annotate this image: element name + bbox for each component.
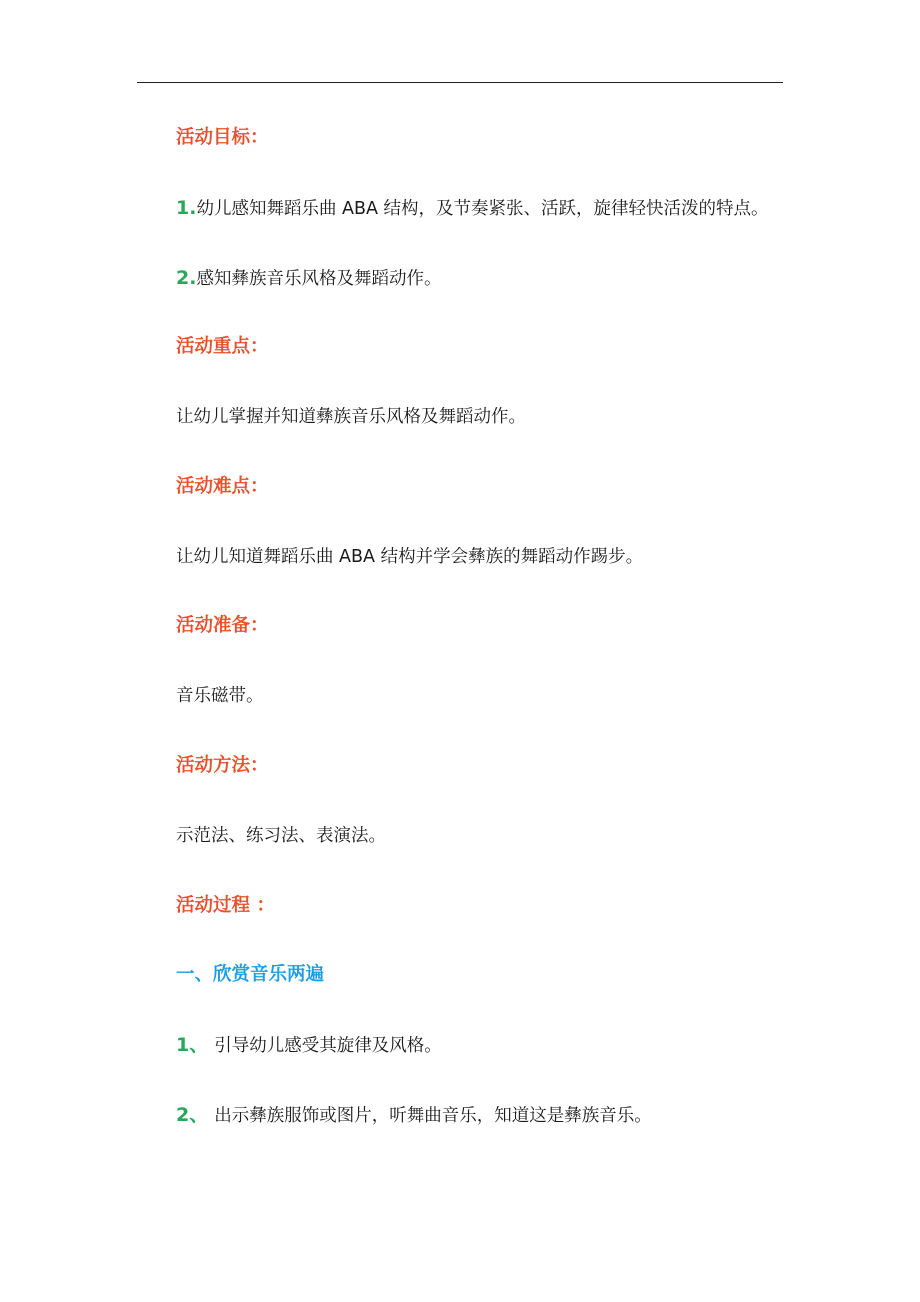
process-step-1-text: 引导幼儿感受其旋律及风格。 [214,1036,442,1056]
focus-text: 让幼儿掌握并知道彝族音乐风格及舞蹈动作。 [176,407,526,427]
difficulty-text: 让幼儿知道舞蹈乐曲 ABA 结构并学会彝族的舞蹈动作踢步。 [176,547,644,567]
method-heading: 活动方法： [176,755,269,776]
method-text: 示范法、练习法、表演法。 [176,826,386,846]
goal-item-1-number: 1. [176,197,197,219]
goal-item-1 [176,196,769,221]
process-step-2 [176,1103,652,1128]
goal-item-2-text: 感知彝族音乐风格及舞蹈动作。 [196,269,442,289]
header-rule [137,82,783,83]
difficulty-heading: 活动难点： [176,476,269,497]
process-step-2-text: 出示彝族服饰或图片，听舞曲音乐，知道这是彝族音乐。 [214,1106,652,1126]
focus-heading: 活动重点： [176,336,269,357]
process-heading: 活动过程 ： [176,895,275,916]
process-subheading-1: 一、欣赏音乐两遍 [176,964,325,985]
process-step-1 [176,1033,442,1058]
goal-item-2 [176,266,441,291]
goal-heading: 活动目标： [176,127,269,148]
goal-item-2-number: 2. [176,267,197,289]
prep-text: 音乐磁带。 [176,686,264,706]
process-step-2-number: 2、 [176,1104,209,1126]
prep-heading: 活动准备： [176,615,269,636]
process-step-1-number: 1、 [176,1034,209,1056]
goal-item-1-text: 幼儿感知舞蹈乐曲 ABA 结构，及节奏紧张、活跃，旋律轻快活泼的特点。 [196,199,769,219]
